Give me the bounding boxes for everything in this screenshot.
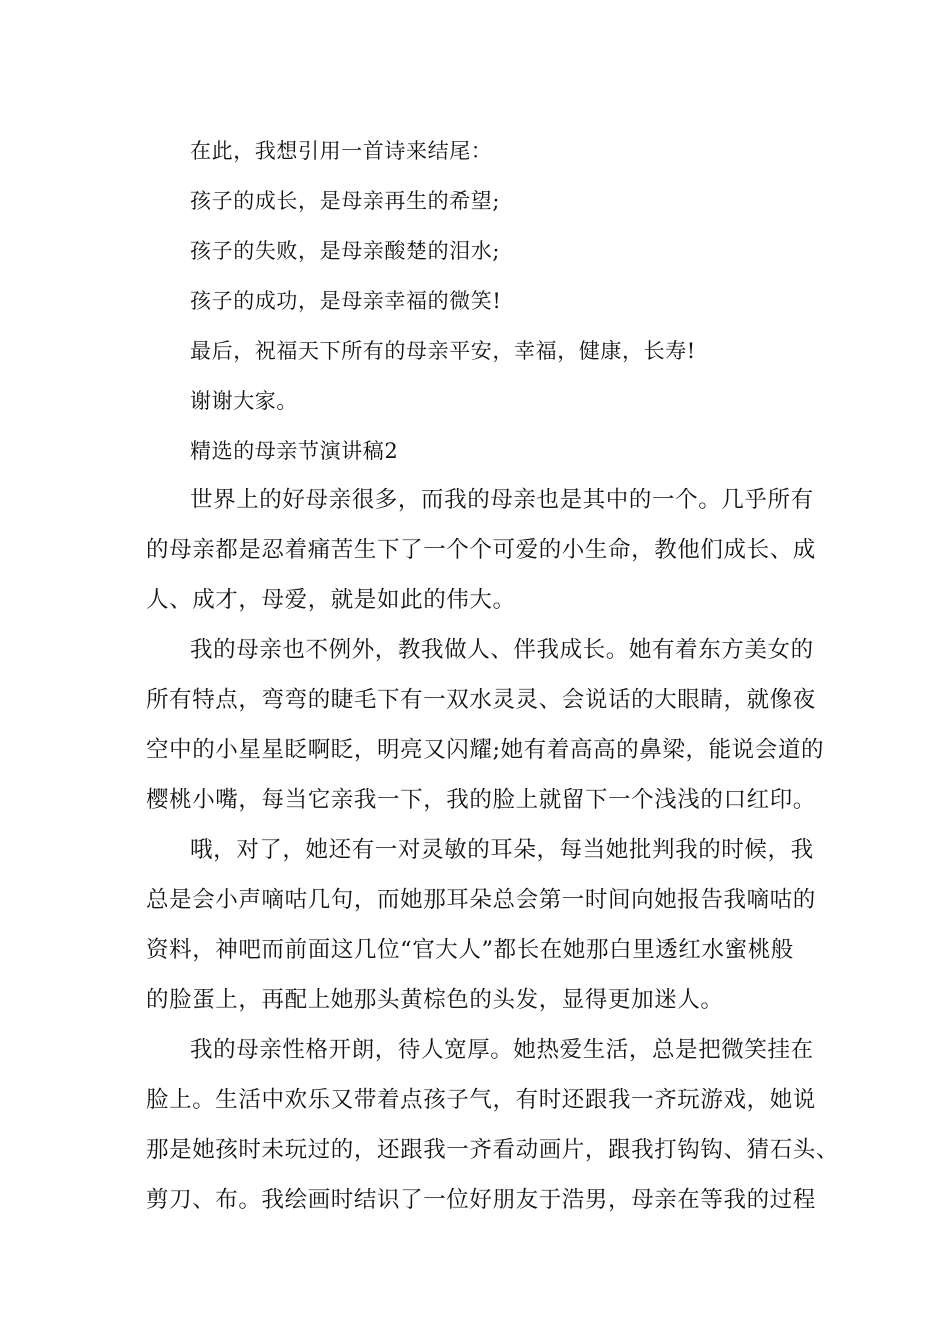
- poem-intro: 在此，我想引用一首诗来结尾：: [190, 139, 493, 163]
- paragraph-line: 哦，对了，她还有一对灵敏的耳朵，每当她批判我的时候，我: [190, 837, 814, 863]
- paragraph-line: 那是她孩时未玩过的，还跟我一齐看动画片，跟我打钩钩、猜石头、: [146, 1137, 840, 1163]
- paragraph-line: 总是会小声嘀咕几句，而她那耳朵总会第一时间向她报告我嘀咕的: [146, 887, 816, 913]
- closing-thanks: 谢谢大家。: [190, 389, 298, 413]
- paragraph-line: 樱桃小嘴，每当它亲我一下，我的脸上就留下一个浅浅的口红印。: [146, 787, 816, 813]
- paragraph-line: 空中的小星星眨啊眨，明亮又闪耀;她有着高高的鼻梁，能说会道的: [146, 737, 825, 763]
- paragraph-line: 人、成才，母爱，就是如此的伟大。: [146, 587, 516, 613]
- closing-blessing: 最后，祝福天下所有的母亲平安，幸福，健康，长寿!: [190, 339, 696, 363]
- paragraph-line: 世界上的好母亲很多，而我的母亲也是其中的一个。几乎所有: [190, 487, 814, 513]
- section-title: 精选的母亲节演讲稿2: [190, 439, 399, 463]
- paragraph-line: 我的母亲性格开朗，待人宽厚。她热爱生活，总是把微笑挂在: [190, 1037, 814, 1063]
- paragraph-line: 我的母亲也不例外，教我做人、伴我成长。她有着东方美女的: [190, 637, 814, 663]
- paragraph-line: 脸上。生活中欢乐又带着点孩子气，有时还跟我一齐玩游戏，她说: [146, 1087, 816, 1113]
- paragraph-line: 资料，神吧而前面这几位“官大人”都长在她那白里透红水蜜桃般: [146, 937, 794, 963]
- paragraph-line: 剪刀、布。我绘画时结识了一位好朋友于浩男，母亲在等我的过程: [146, 1187, 816, 1213]
- poem-line: 孩子的失败，是母亲酸楚的泪水;: [190, 239, 501, 263]
- poem-line: 孩子的成长，是母亲再生的希望;: [190, 189, 501, 213]
- paragraph-line: 所有特点，弯弯的睫毛下有一双水灵灵、会说话的大眼睛，就像夜: [146, 687, 816, 713]
- paragraph-line: 的母亲都是忍着痛苦生下了一个个可爱的小生命，教他们成长、成: [146, 537, 816, 563]
- paragraph-line: 的脸蛋上，再配上她那头黄棕色的头发，显得更加迷人。: [146, 987, 724, 1013]
- poem-line: 孩子的成功，是母亲幸福的微笑!: [190, 289, 502, 313]
